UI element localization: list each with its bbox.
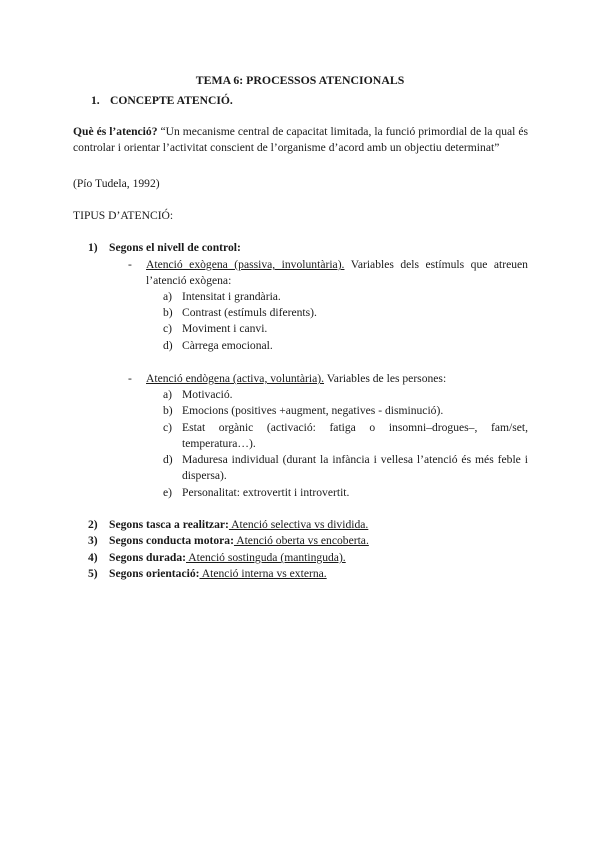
item-letter: a) bbox=[163, 290, 173, 303]
section-label: Segons tasca a realitzar: bbox=[109, 518, 229, 531]
exogenous-desc: Variables dels estímuls que atreuen l’atenció exògena: bbox=[146, 258, 528, 287]
item-text: Estat orgànic (activació: fatiga o insomni–drogues–, fam/set, temperatura…). bbox=[182, 421, 528, 450]
section-text: Atenció oberta vs encoberta. bbox=[233, 534, 369, 547]
list-dash: - bbox=[128, 372, 132, 385]
heading-number: 1. bbox=[91, 94, 100, 107]
section-number: 5) bbox=[88, 567, 98, 580]
section-heading-concept bbox=[91, 93, 233, 109]
section-orientation bbox=[88, 566, 327, 582]
section-label: Segons durada: bbox=[109, 551, 186, 564]
section-control-level bbox=[88, 240, 241, 256]
endogenous-attention bbox=[146, 371, 528, 387]
exogenous-attention bbox=[146, 257, 528, 289]
document-title: TEMA 6: PROCESSOS ATENCIONALS bbox=[195, 73, 405, 87]
section-motor bbox=[88, 533, 369, 549]
heading-label: CONCEPTE ATENCIÓ. bbox=[110, 94, 233, 107]
item-letter: c) bbox=[163, 322, 173, 335]
section-text: Atenció interna vs externa. bbox=[199, 567, 327, 580]
item-text: Emocions (positives +augment, negatives - disminució). bbox=[182, 404, 444, 417]
endogenous-desc: Variables de les persones: bbox=[324, 372, 447, 385]
item-letter: c) bbox=[163, 421, 173, 434]
section-duration bbox=[88, 550, 346, 566]
section-text: Atenció sostinguda (mantinguda). bbox=[186, 551, 346, 564]
definition-citation: (Pío Tudela, 1992) bbox=[73, 177, 160, 190]
item-letter: b) bbox=[163, 404, 173, 417]
item-text: Contrast (estímuls diferents). bbox=[182, 306, 317, 319]
definition-question: Què és l’atenció? bbox=[73, 125, 158, 138]
section-number: 4) bbox=[88, 551, 98, 564]
endogenous-term: Atenció endògena (activa, voluntària). bbox=[146, 372, 325, 385]
section-label: Segons conducta motora: bbox=[109, 534, 234, 547]
item-letter: d) bbox=[163, 453, 173, 466]
attention-definition bbox=[73, 124, 528, 156]
item-letter: a) bbox=[163, 388, 173, 401]
exogenous-term: Atenció exògena (passiva, involuntària). bbox=[146, 258, 345, 271]
item-text: Moviment i canvi. bbox=[182, 322, 268, 335]
types-heading: TIPUS D’ATENCIÓ: bbox=[73, 209, 174, 222]
section-number: 3) bbox=[88, 534, 98, 547]
section-label: Segons orientació: bbox=[109, 567, 200, 580]
item-letter: d) bbox=[163, 339, 173, 352]
section-number: 1) bbox=[88, 241, 98, 254]
section-number: 2) bbox=[88, 518, 98, 531]
item-text: Personalitat: extrovertit i introvertit. bbox=[182, 486, 350, 499]
section-task bbox=[88, 517, 368, 533]
item-letter: b) bbox=[163, 306, 173, 319]
item-letter: e) bbox=[163, 486, 173, 499]
list-dash: - bbox=[128, 258, 132, 271]
section-label: Segons el nivell de control: bbox=[109, 241, 241, 254]
item-text: Càrrega emocional. bbox=[182, 339, 273, 352]
section-text: Atenció selectiva vs dividida. bbox=[228, 518, 369, 531]
item-text: Intensitat i grandària. bbox=[182, 290, 281, 303]
definition-text: “Un mecanisme central de capacitat limitada, la funció primordial de la qual és controlar i orientar l’activitat conscient de l’organisme d’acord amb un objectiu determinat” bbox=[73, 125, 528, 154]
item-text: Motivació. bbox=[182, 388, 233, 401]
item-text: Maduresa individual (durant la infància i vellesa l’atenció és més feble i dispersa). bbox=[182, 453, 528, 482]
